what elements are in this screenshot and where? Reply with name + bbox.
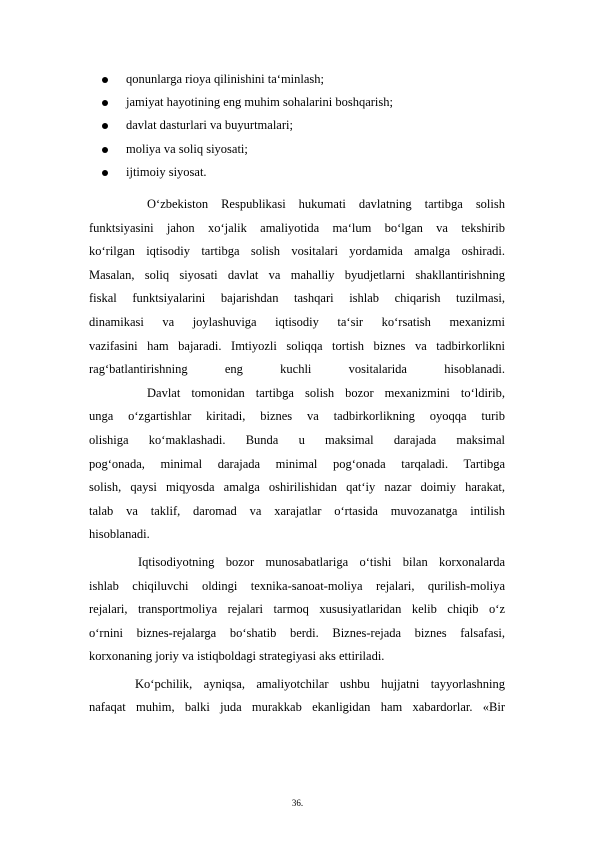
text-line: solish, qaysi miqyosda amalga oshirilishidan qat‘iy nazar doimiy harakat, <box>89 480 505 495</box>
text-line: korxonaning joriy va istiqboldagi strategiyasi aks ettiriladi. <box>89 649 385 664</box>
bullet-item <box>98 138 393 161</box>
bullet-item <box>98 91 393 114</box>
bullet-item <box>98 161 393 184</box>
text-line: Masalan, soliq siyosati davlat va mahalliy byudjetlarni shakllantirishning <box>89 267 505 282</box>
bullet-text: qonunlarga rioya qilinishini ta‘minlash; <box>126 72 325 86</box>
text-line: rejalari, transportmoliya rejalari tarmoq xususiyatlaridan kelib chiqib o‘z <box>89 602 505 617</box>
text-line: hisoblanadi. <box>89 527 150 542</box>
text-line: ishlab chiqiluvchi oldingi texnika-sanoat-moliya rejalari, qurilish-moliya <box>89 578 505 593</box>
bullet-text: jamiyat hayotining eng muhim sohalarini boshqarish; <box>126 95 393 110</box>
text-line: ko‘rilgan iqtisodiy tartibga solish vositalari yordamida amalga oshiradi. <box>89 244 505 259</box>
text-line: unga o‘zgartishlar kiritadi, biznes va tadbirkorlikning oyoqqa turib <box>89 409 505 424</box>
bullet-text: ijtimoiy siyosat. <box>126 164 207 179</box>
text-line: o‘rnini biznes-rejalarga bo‘shatib berdi. Biznes-rejada biznes falsafasi, <box>89 625 505 640</box>
bullet-dot-icon <box>102 77 108 83</box>
body-text <box>89 193 505 720</box>
text-line: funktsiyasini jahon xo‘jalik amaliyotida ma‘lum bo‘lgan va tekshirib <box>89 220 505 235</box>
bullet-item <box>98 68 393 91</box>
text-line: O‘zbekiston Respublikasi hukumati davlatning tartibga solish <box>147 197 505 211</box>
text-line: olishiga ko‘maklashadi. Bunda u maksimal darajada maksimal <box>89 432 505 447</box>
text-line: talab va taklif, daromad va xarajatlar o‘rtasida muvozanatga intilish <box>89 503 505 518</box>
text-line: Davlat tomonidan tartibga solish bozor mexanizmini to‘ldirib, <box>147 385 505 400</box>
bullet-list <box>98 68 393 184</box>
bullet-dot-icon <box>102 170 108 176</box>
bullet-item <box>98 114 393 137</box>
bullet-text: davlat dasturlari va buyurtmalari; <box>126 118 293 133</box>
page-number: 36. <box>291 798 304 808</box>
bullet-text: moliya va soliq siyosati; <box>126 141 248 156</box>
text-line: rag‘batlantirishning eng kuchli vositalarida hisoblanadi. <box>89 362 505 377</box>
text-line: vazifasini ham bajaradi. Imtiyozli soliqqa tortish biznes va tadbirkorlikni <box>89 338 505 353</box>
text-line: fiskal funktsiyalarini bajarishdan tashqari ishlab chiqarish tuzilmasi, <box>89 291 505 306</box>
text-line: nafaqat muhim, balki juda murakkab ekanligidan ham xabardorlar. «Bir <box>89 700 505 715</box>
bullet-dot-icon <box>102 123 108 129</box>
text-line: dinamikasi va joylashuviga iqtisodiy ta‘sir ko‘rsatish mexanizmi <box>89 314 505 329</box>
text-line: Iqtisodiyotning bozor munosabatlariga o‘tishi bilan korxonalarda <box>138 554 505 569</box>
text-line: Ko‘pchilik, ayniqsa, amaliyotchilar ushbu hujjatni tayyorlashning <box>135 676 505 691</box>
bullet-dot-icon <box>102 147 108 153</box>
text-line: pog‘onada, minimal darajada minimal pog‘onada tarqaladi. Tartibga <box>89 456 505 471</box>
bullet-dot-icon <box>102 100 108 106</box>
